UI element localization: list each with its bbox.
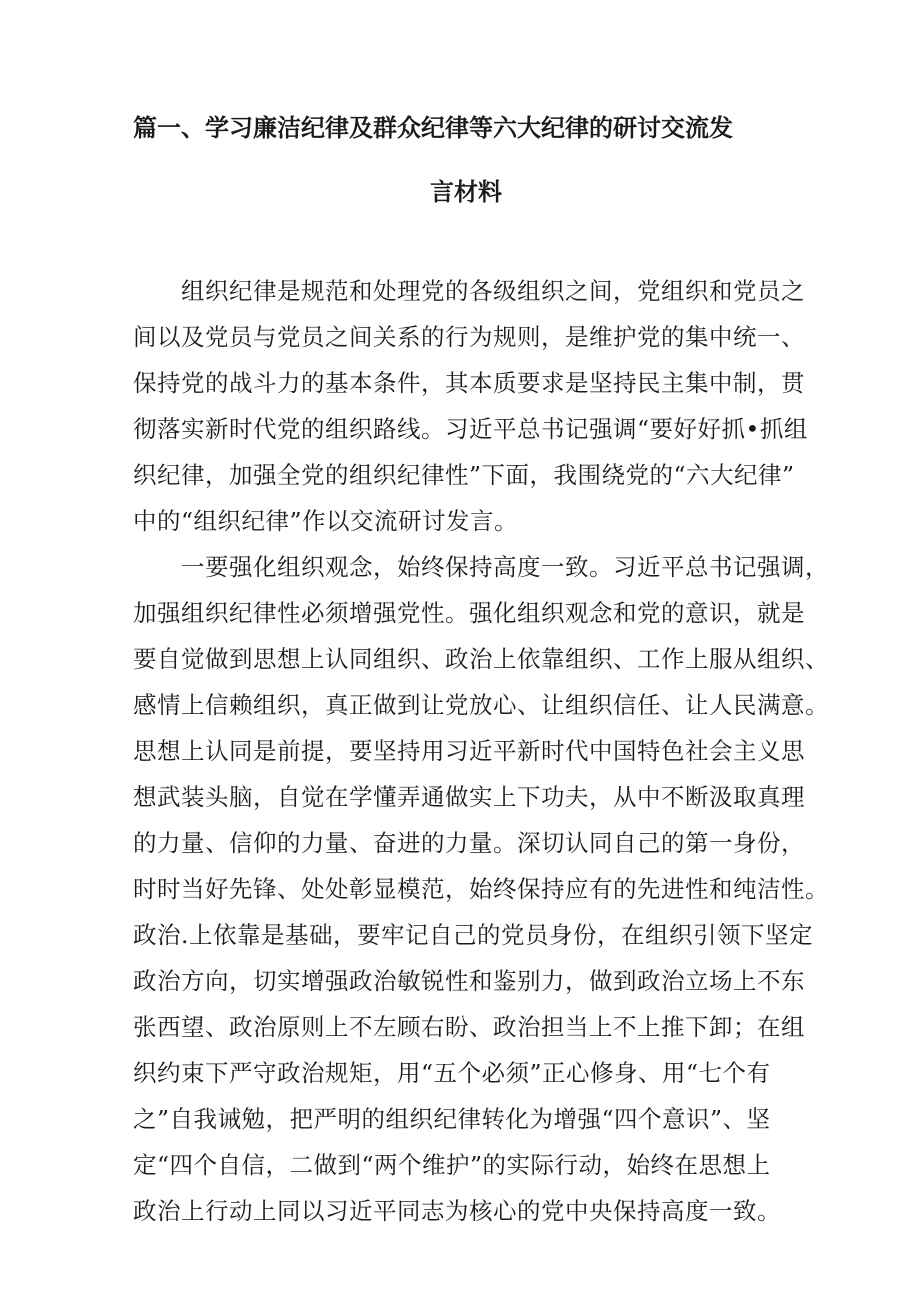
- text-line: 想武装头脑，自觉在学懂弄通做实上下功夫，从中不断汲取真理: [133, 783, 805, 811]
- text-line: 要自觉做到思想上认同组织、政治上依靠组织、工作上服从组织、: [133, 645, 829, 673]
- text-line: 时时当好先锋、处处彰显模范，始终保持应有的先进性和纯洁性。: [133, 875, 829, 903]
- text-line: 彻落实新时代党的组织路线。习近平总书记强调“要好好抓•抓组: [133, 415, 808, 443]
- text-line: 张西望、政治原则上不左顾右盼、政治担当上不上推下卸；在组: [133, 1013, 805, 1041]
- text-line: 政治上行动上同以习近平同志为核心的党中央保持高度一致。: [133, 1197, 781, 1225]
- text-line: 间以及党员与党员之间关系的行为规则，是维护党的集中统一、: [133, 323, 805, 351]
- text-line: 感情上信赖组织，真正做到让党放心、让组织信任、让人民满意。: [133, 691, 829, 719]
- text-line: 加强组织纪律性必须增强党性。强化组织观念和党的意识，就是: [133, 599, 805, 627]
- text-line: 织约束下严守政治规矩，用“五个必须”正心修身、用“七个有: [133, 1059, 771, 1087]
- text-line: 的力量、信仰的力量、奋进的力量。深切认同自己的第一身份，: [133, 829, 805, 857]
- document-title-line-1: 篇一、学习廉洁纪律及群众纪律等六大纪律的研讨交流发: [133, 114, 733, 142]
- text-line: 一要强化组织观念，始终保持高度一致。习近平总书记强调，: [133, 553, 829, 581]
- text-line: 政治方向，切实增强政治敏锐性和鉴别力，做到政治立场上不东: [133, 967, 805, 995]
- text-line: 之”自我诫勉，把严明的组织纪律转化为增强“四个意识”、坚: [133, 1105, 771, 1133]
- text-line: 政治.上依靠是基础，要牢记自己的党员身份，在组织引领下坚定: [133, 921, 813, 949]
- document-title-line-2: 言材料: [430, 178, 502, 206]
- text-line: 组织纪律是规范和处理党的各级组织之间，党组织和党员之: [133, 277, 805, 305]
- text-line: 织纪律，加强全党的组织纪律性”下面，我围绕党的“六大纪律”: [133, 461, 795, 489]
- text-line: 中的“组织纪律”作以交流研讨发言。: [133, 507, 519, 535]
- text-line: 保持党的战斗力的基本条件，其本质要求是坚持民主集中制，贯: [133, 369, 805, 397]
- text-line: 思想上认同是前提，要坚持用习近平新时代中国特色社会主义思: [133, 737, 805, 765]
- text-line: 定“四个自信，二做到“两个维护”的实际行动，始终在思想上: [133, 1151, 771, 1179]
